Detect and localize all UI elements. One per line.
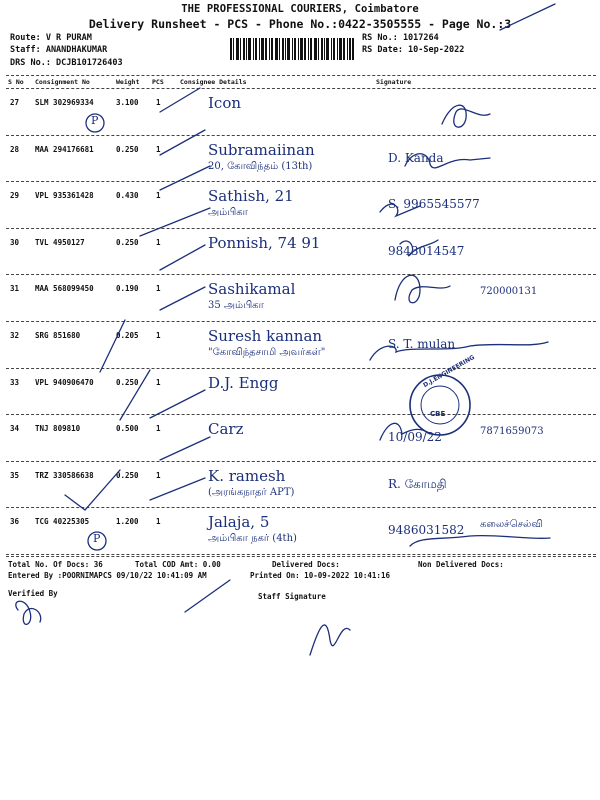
row-pcs: 1 — [156, 191, 161, 201]
verified-by: Verified By — [8, 589, 58, 598]
delivery-mark-p: P — [91, 114, 99, 127]
staff-label: Staff: ANANDHAKUMAR — [10, 45, 108, 55]
row-pcs: 1 — [156, 98, 161, 107]
table-rule-bottom — [6, 556, 596, 557]
signature-handwriting: 10/09/22 — [388, 430, 442, 445]
row-consignment: TRZ 330586638 — [35, 470, 94, 480]
consignee-handwriting: Jalaja, 5 — [208, 513, 270, 532]
signature-handwriting: S. T. mulan — [388, 337, 456, 351]
row-consignment: TCG 40225305 — [35, 517, 90, 527]
row-sno: 35 — [10, 470, 20, 480]
consignee-address-handwriting: அம்பிகா — [208, 207, 248, 219]
row-weight: 1.200 — [116, 517, 139, 527]
signature-handwriting: D. Kanda — [388, 150, 444, 165]
row-pcs: 1 — [156, 470, 161, 480]
row-weight: 0.250 — [116, 144, 139, 154]
stamp-company: D.J.ENGINEERING — [422, 353, 476, 390]
col-pcs: PCS — [152, 78, 164, 86]
row-weight: 0.205 — [116, 331, 139, 340]
row-pcs: 1 — [156, 144, 161, 154]
printed-on: Printed On: 10-09-2022 10:41:16 — [250, 571, 390, 580]
consignee-handwriting: Sathish, 21 — [208, 187, 294, 206]
col-sno: S No — [8, 78, 24, 86]
signature-note-handwriting: 7871659073 — [480, 426, 544, 438]
row-pcs: 1 — [156, 517, 161, 527]
row-sno: 31 — [10, 284, 20, 294]
runsheet-subtitle: Delivery Runsheet - PCS - Phone No.:0422-3505555 - Page No.:3 — [88, 17, 512, 31]
rs-number: RS No.: 1017264 — [362, 33, 439, 43]
consignee-handwriting: Icon — [208, 94, 242, 112]
consignee-handwriting: D.J. Engg — [208, 373, 279, 392]
row-pcs: 1 — [156, 377, 161, 387]
consignee-handwriting: Sashikamal — [208, 280, 296, 299]
company-title: THE PROFESSIONAL COURIERS, Coimbatore — [181, 3, 419, 15]
row-pcs: 1 — [156, 284, 161, 294]
drs-number: DRS No.: DCJB101726403 — [10, 58, 123, 68]
delivered-docs: Delivered Docs: — [272, 560, 340, 569]
consignee-address-handwriting: "கோவிந்தசாமி அவர்கள்" — [208, 347, 326, 358]
total-cod: Total COD Amt: 0.00 — [135, 560, 221, 569]
row-consignment: VPL 940906470 — [35, 377, 94, 387]
signature-handwriting: 9843014547 — [388, 243, 465, 258]
row-sno: 32 — [10, 331, 20, 340]
signature-handwriting: R. கோமதி — [388, 476, 447, 491]
consignee-address-handwriting: 20, கோவிந்தம் (13th) — [208, 160, 313, 172]
row-pcs: 1 — [156, 331, 161, 340]
row-weight: 0.190 — [116, 284, 139, 294]
signature-note-handwriting: 720000131 — [480, 286, 538, 298]
signature-handwriting: S. 9965545577 — [388, 197, 480, 212]
row-consignment: MAA 568099450 — [35, 284, 94, 294]
delivery-mark-p: P — [93, 532, 101, 545]
row-sno: 30 — [10, 237, 20, 247]
consignee-handwriting: Subramaiinan — [208, 140, 315, 159]
consignee-handwriting: Ponnish, 74 91 — [208, 233, 321, 252]
signature-handwriting: 9486031582 — [388, 523, 465, 538]
row-consignment: TVL 4950127 — [35, 237, 85, 247]
row-sno: 34 — [10, 424, 20, 434]
route-label: Route: V R PURAM — [10, 33, 92, 43]
row-sno: 36 — [10, 517, 20, 527]
consignee-handwriting: Carz — [208, 420, 244, 439]
row-sno: 33 — [10, 377, 20, 387]
stamp-city: CBE — [430, 410, 446, 418]
consignee-handwriting: Suresh kannan — [208, 327, 323, 345]
row-consignment: SLM 302969334 — [35, 98, 94, 107]
row-weight: 0.250 — [116, 237, 139, 247]
row-weight: 0.250 — [116, 470, 139, 480]
row-consignment: SRG 851680 — [35, 331, 81, 340]
staff-signature: Staff Signature — [258, 592, 326, 601]
total-docs: Total No. Of Docs: 36 — [8, 560, 103, 569]
row-consignment: TNJ 809810 — [35, 424, 81, 434]
col-signature: Signature — [376, 78, 412, 86]
row-weight: 3.100 — [116, 98, 139, 107]
row-consignment: VPL 935361428 — [35, 191, 94, 201]
consignee-address-handwriting: 35 அம்பிகா — [208, 300, 264, 312]
row-consignment: MAA 294176681 — [35, 144, 94, 154]
row-sno: 29 — [10, 191, 20, 201]
row-weight: 0.500 — [116, 424, 139, 434]
row-weight: 0.430 — [116, 191, 139, 201]
rs-date: RS Date: 10-Sep-2022 — [362, 45, 465, 55]
col-consignment: Consignment No — [35, 78, 90, 86]
row-sno: 27 — [10, 98, 20, 107]
consignee-handwriting: K. ramesh — [208, 466, 286, 485]
row-pcs: 1 — [156, 237, 161, 247]
col-consignee: Consignee Details — [180, 78, 247, 86]
non-delivered-docs: Non Delivered Docs: — [418, 560, 504, 569]
consignee-address-handwriting: அம்பிகா நகர் (4th) — [208, 533, 297, 545]
entered-by: Entered By :POORNIMAPCS 09/10/22 10:41:09 AM — [8, 571, 207, 580]
col-weight: Weight — [116, 78, 140, 86]
row-sno: 28 — [10, 144, 20, 154]
row-pcs: 1 — [156, 424, 161, 434]
consignee-address-handwriting: (அரங்கநாதர் APT) — [208, 486, 295, 498]
row-weight: 0.250 — [116, 377, 139, 387]
signature-note-handwriting: கலைச்செல்வி — [480, 519, 543, 531]
